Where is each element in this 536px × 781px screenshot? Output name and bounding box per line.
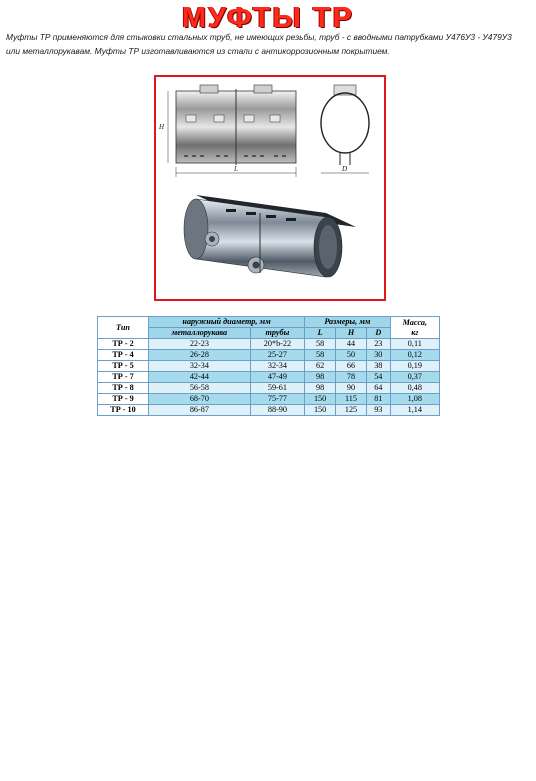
col-header-pipe: трубы <box>250 328 304 339</box>
cell-pipe: 32-34 <box>250 361 304 372</box>
cell-h: 90 <box>336 383 367 394</box>
cell-h: 115 <box>336 394 367 405</box>
cell-l: 58 <box>305 339 336 350</box>
cell-hose: 56-58 <box>149 383 251 394</box>
cell-pipe: 20*b-22 <box>250 339 304 350</box>
cell-hose: 42-44 <box>149 372 251 383</box>
cell-d: 54 <box>366 372 390 383</box>
cell-pipe: 59-61 <box>250 383 304 394</box>
cell-l: 98 <box>305 383 336 394</box>
table-row <box>98 383 440 394</box>
table-row <box>98 394 440 405</box>
cell-h: 125 <box>336 405 367 416</box>
col-header-mass-line1: Масса, <box>402 317 428 327</box>
intro-line-2: или металлорукавам. Муфты ТР изготавливаются из стали с антикоррозионным покрытием. <box>6 46 390 56</box>
table-row <box>98 361 440 372</box>
table-row <box>98 405 440 416</box>
cell-type: ТР - 8 <box>98 383 149 394</box>
cell-hose: 86-87 <box>149 405 251 416</box>
cell-d: 81 <box>366 394 390 405</box>
cell-type: ТР - 4 <box>98 350 149 361</box>
cell-type: ТР - 10 <box>98 405 149 416</box>
cell-hose: 68-70 <box>149 394 251 405</box>
col-header-mass <box>390 317 439 339</box>
col-header-outer-diameter: наружный диаметр, мм <box>149 317 305 328</box>
cell-pipe: 47-49 <box>250 372 304 383</box>
cell-d: 30 <box>366 350 390 361</box>
cell-type: ТР - 2 <box>98 339 149 350</box>
dim-h-label: H <box>159 123 165 131</box>
cell-hose: 22-23 <box>149 339 251 350</box>
cell-d: 38 <box>366 361 390 372</box>
cell-mass: 0,12 <box>390 350 439 361</box>
coupling-drawing <box>156 77 384 299</box>
cell-mass: 0,19 <box>390 361 439 372</box>
cell-mass: 1,08 <box>390 394 439 405</box>
cell-mass: 0,37 <box>390 372 439 383</box>
cell-pipe: 25-27 <box>250 350 304 361</box>
cell-d: 93 <box>366 405 390 416</box>
side-view <box>158 85 296 177</box>
front-view <box>321 85 369 173</box>
col-header-mass-line2: кг <box>411 327 419 337</box>
col-header-d: D <box>366 328 390 339</box>
cell-mass: 1,14 <box>390 405 439 416</box>
cell-type: ТР - 5 <box>98 361 149 372</box>
col-header-type: Тип <box>98 317 149 339</box>
cell-pipe: 88-90 <box>250 405 304 416</box>
cell-h: 50 <box>336 350 367 361</box>
cell-pipe: 75-77 <box>250 394 304 405</box>
cell-type: ТР - 7 <box>98 372 149 383</box>
intro-line-1: Муфты ТР применяются для стыковки стальных труб, не имеющих резьбы, труб - с вводными патрубками У476У3 - У479У3 <box>6 32 512 42</box>
cell-hose: 32-34 <box>149 361 251 372</box>
page-title: МУФТЫ ТР <box>182 2 354 34</box>
coupling-3d-render <box>184 195 356 277</box>
cell-d: 23 <box>366 339 390 350</box>
cell-h: 78 <box>336 372 367 383</box>
cell-l: 58 <box>305 350 336 361</box>
specs-table <box>97 316 440 416</box>
intro-text <box>6 30 532 58</box>
cell-h: 44 <box>336 339 367 350</box>
dim-d-label: D <box>342 165 348 173</box>
cell-l: 150 <box>305 405 336 416</box>
cell-mass: 0,11 <box>390 339 439 350</box>
col-header-sizes: Размеры, мм <box>305 317 391 328</box>
cell-h: 66 <box>336 361 367 372</box>
cell-d: 64 <box>366 383 390 394</box>
table-row <box>98 372 440 383</box>
cell-mass: 0,48 <box>390 383 439 394</box>
cell-l: 98 <box>305 372 336 383</box>
cell-hose: 26-28 <box>149 350 251 361</box>
cell-type: ТР - 9 <box>98 394 149 405</box>
col-header-metal-hose: металлорукава <box>149 328 251 339</box>
col-header-l: L <box>305 328 336 339</box>
dim-l-label: L <box>234 165 238 173</box>
table-row <box>98 350 440 361</box>
cell-l: 62 <box>305 361 336 372</box>
cell-l: 150 <box>305 394 336 405</box>
table-row <box>98 339 440 350</box>
col-header-h: H <box>336 328 367 339</box>
product-figure <box>154 75 386 301</box>
